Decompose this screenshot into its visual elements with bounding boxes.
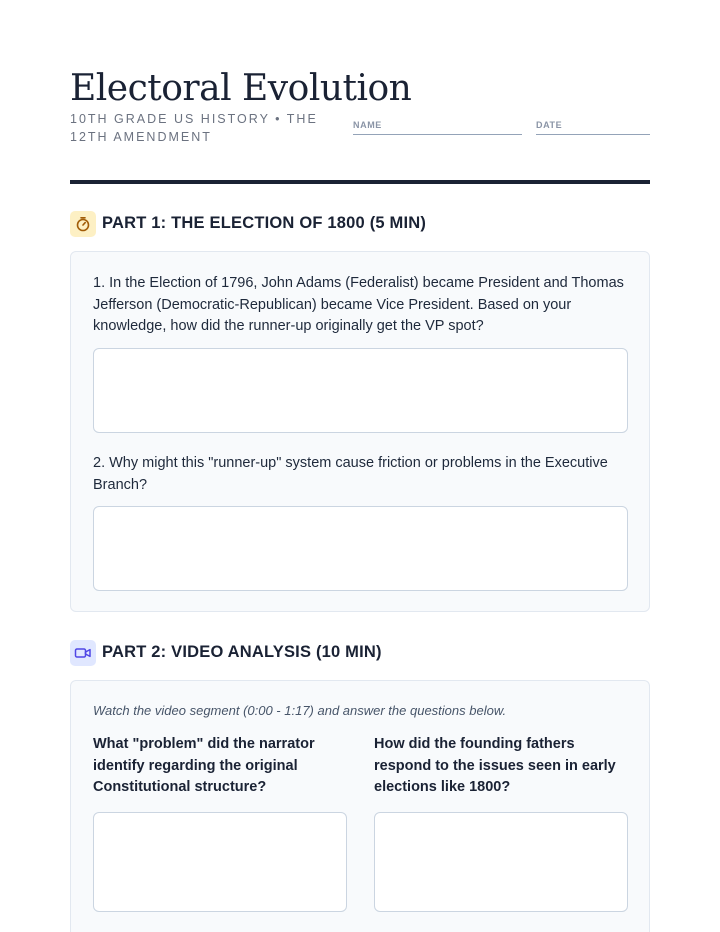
worksheet-subtitle: 10TH GRADE US HISTORY • THE 12TH AMENDMENT <box>70 112 318 144</box>
part1-question-2: 2. Why might this "runner-up" system cause friction or problems in the Executive Branch? <box>93 455 608 493</box>
name-line[interactable] <box>353 134 522 135</box>
part1-question-1: 1. In the Election of 1796, John Adams (Federalist) became President and Thomas Jefferson (Democratic-Republican) became Vice President. Based on your knowledge, how did the runner-up originally get the VP spot? <box>93 275 624 334</box>
part1-header <box>70 211 650 239</box>
date-label: DATE <box>536 120 563 130</box>
date-field[interactable] <box>536 120 650 135</box>
part1-answer-1[interactable] <box>93 348 628 433</box>
part2-answer-2[interactable] <box>374 812 628 912</box>
part1-title: PART 1: THE ELECTION OF 1800 (5 MIN) <box>102 214 427 232</box>
header-divider <box>70 180 650 184</box>
date-line[interactable] <box>536 134 650 135</box>
part2-title: PART 2: VIDEO ANALYSIS (10 MIN) <box>102 643 382 661</box>
part2-instructions: Watch the video segment (0:00 - 1:17) and answer the questions below. <box>93 703 507 718</box>
stopwatch-icon <box>70 211 96 237</box>
worksheet-title: Electoral Evolution <box>70 68 412 109</box>
part2-header <box>70 640 650 668</box>
name-field[interactable] <box>353 120 522 135</box>
part1-answer-2[interactable] <box>93 506 628 591</box>
part1-card <box>70 251 650 612</box>
worksheet-header <box>70 66 650 156</box>
part2-card <box>70 680 650 932</box>
part2-question-2: How did the founding fathers respond to the issues seen in early elections like 1800? <box>374 736 616 795</box>
name-label: NAME <box>353 120 382 130</box>
part2-question-1: What "problem" did the narrator identify regarding the original Constitutional structure? <box>93 736 315 795</box>
part2-answer-1[interactable] <box>93 812 347 912</box>
video-camera-icon <box>70 640 96 666</box>
